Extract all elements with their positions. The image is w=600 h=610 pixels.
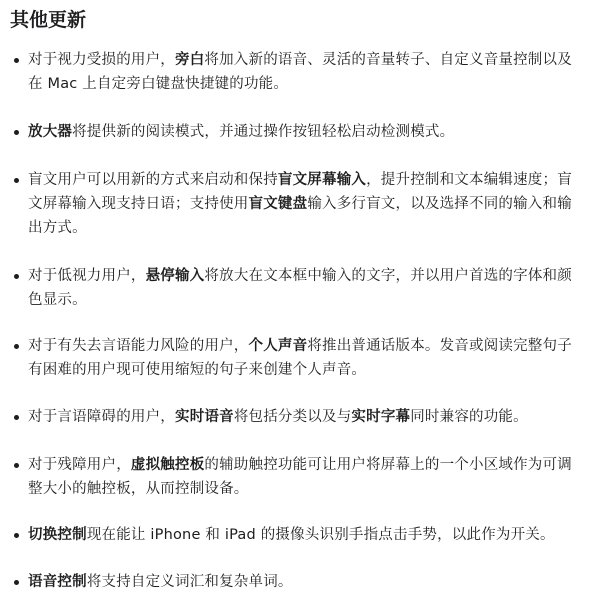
list-item-hover-typing <box>0 264 584 312</box>
item-text-segment: 对于视力受损的用户， <box>28 52 175 68</box>
feature-name: 悬停输入 <box>145 268 205 284</box>
bullet-icon <box>14 463 19 468</box>
item-text-segment: 将包括分类以及与 <box>233 409 352 425</box>
feature-name: 盲文屏幕输入 <box>277 172 367 188</box>
item-text-segment: 盲文用户可以用新的方式来启动和保持 <box>28 172 278 188</box>
list-item-virtual-trackpad <box>0 453 584 501</box>
bullet-icon <box>14 580 19 585</box>
item-text-segment: 的辅助触控功能可让用户将屏幕上的一个小区域作为可调整大小的触控板，从而控制设备。 <box>28 457 572 497</box>
item-text-segment: 将放大在文本框中输入的文字，并以用户首选的字体和颜色显示。 <box>28 268 572 308</box>
feature-name: 盲文键盘 <box>248 196 308 212</box>
list-item-text <box>28 453 584 501</box>
feature-name: 放大器 <box>28 124 73 140</box>
feature-name: 切换控制 <box>28 527 87 543</box>
feature-name: 实时字幕 <box>351 409 411 425</box>
list-item-text <box>28 48 584 96</box>
bullet-icon <box>14 58 19 63</box>
list-item-text <box>28 570 584 594</box>
list-item-braille <box>0 168 584 240</box>
feature-name: 语音控制 <box>28 574 87 590</box>
feature-name: 个人声音 <box>248 338 308 354</box>
item-text-segment: 将推出普通话版本。发音或阅读完整句子有困难的用户现可使用缩短的句子来创建个人声音。 <box>28 338 572 378</box>
list-item-personal-voice <box>0 334 584 382</box>
list-item-text <box>28 334 584 382</box>
list-item-text <box>28 264 584 312</box>
list-item-switch-control <box>0 523 584 547</box>
list-item-text <box>28 523 584 547</box>
bullet-icon <box>14 178 19 183</box>
item-text-segment: 对于低视力用户， <box>28 268 146 284</box>
bullet-icon <box>14 274 19 279</box>
section-heading: 其他更新 <box>10 9 87 31</box>
item-text-segment: 输入多行盲文，以及选择不同的输入和输出方式。 <box>28 196 572 236</box>
item-text-segment: 将提供新的阅读模式，并通过操作按钮轻松启动检测模式。 <box>72 124 455 140</box>
list-item-text <box>28 120 584 144</box>
list-item-voiceover <box>0 48 584 96</box>
item-text-segment: 对于有失去言语能力风险的用户， <box>28 338 249 354</box>
item-text-segment: 现在能让 iPhone 和 iPad 的摄像头识别手指点击手势，以此作为开关。 <box>86 527 555 543</box>
item-text-segment: 同时兼容的功能。 <box>410 409 528 425</box>
feature-name: 实时语音 <box>175 409 234 425</box>
list-item-voice-control <box>0 570 584 594</box>
list-item-magnifier <box>0 120 584 144</box>
feature-name: 旁白 <box>175 52 205 68</box>
item-text-segment: 将支持自定义词汇和复杂单词。 <box>86 574 293 590</box>
list-item-text <box>28 168 584 240</box>
feature-name: 虚拟触控板 <box>130 457 205 473</box>
list-item-text <box>28 405 584 429</box>
item-text-segment: 将加入新的语音、灵活的音量转子、自定义音量控制以及在 Mac 上自定旁白键盘快捷键的功能。 <box>28 52 572 92</box>
bullet-icon <box>14 533 19 538</box>
bullet-icon <box>14 415 19 420</box>
item-text-segment: ，提升控制和文本编辑速度；盲文屏幕输入现支持日语；支持使用 <box>28 172 572 212</box>
bullet-icon <box>14 344 19 349</box>
item-text-segment: 对于残障用户， <box>28 457 131 473</box>
bullet-icon <box>14 130 19 135</box>
item-text-segment: 对于言语障碍的用户， <box>28 409 175 425</box>
list-item-live-speech <box>0 405 584 429</box>
